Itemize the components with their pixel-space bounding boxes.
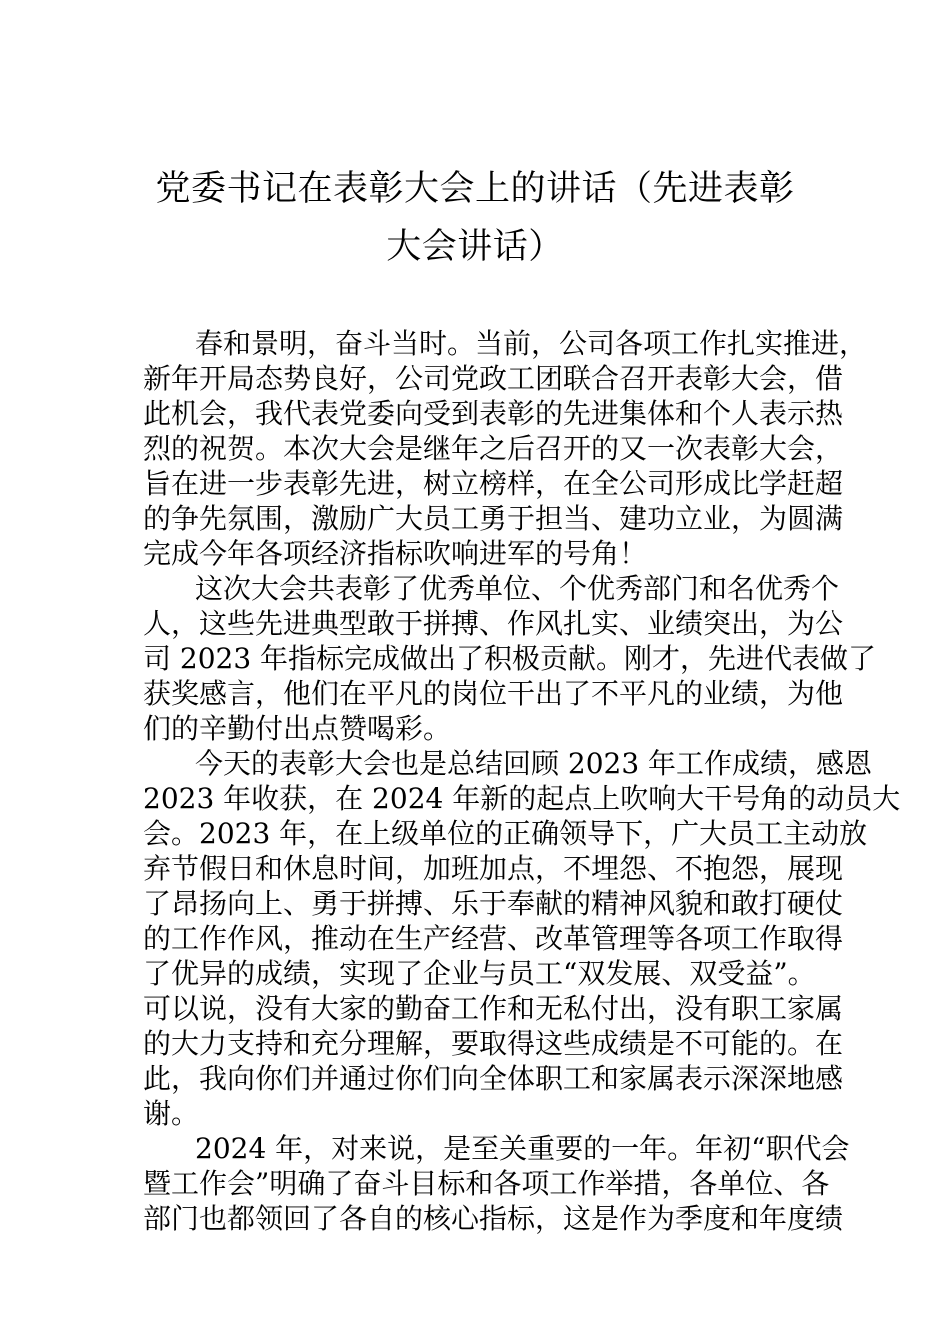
paragraph-line: 旨在进一步表彰先进，树立榜样，在全公司形成比学赶超 [143, 467, 844, 500]
paragraph-line: 谢。 [143, 1097, 200, 1130]
paragraph-line: 新年开局态势良好，公司党政工团联合召开表彰大会，借 [143, 362, 844, 395]
paragraph [143, 326, 868, 571]
paragraph-line: 弃节假日和休息时间，加班加点，不埋怨、不抱怨，展现 [143, 852, 844, 885]
paragraph-line: 的争先氛围，激励广大员工勇于担当、建功立业，为圆满 [143, 502, 844, 535]
title-line: 大会讲话） [386, 227, 564, 267]
paragraph-line: 了昂扬向上、勇于拼搏、乐于奉献的精神风貌和敢打硬仗 [143, 887, 844, 920]
paragraph-line: 此机会，我代表党委向受到表彰的先进集体和个人表示热 [143, 397, 844, 430]
paragraph-line: 春和景明，奋斗当时。当前，公司各项工作扎实推进， [195, 327, 868, 360]
paragraph-line: 了优异的成绩，实现了企业与员工“双发展、双受益”。 [143, 957, 816, 990]
paragraph-line: 2024 年，对来说，是至关重要的一年。年初“职代会 [195, 1132, 850, 1165]
paragraph-line: 此，我向你们并通过你们向全体职工和家属表示深深地感 [143, 1062, 844, 1095]
paragraph-line: 今天的表彰大会也是总结回顾 2023 年工作成绩，感恩 [195, 747, 873, 780]
paragraph-line: 司 2023 年指标完成做出了积极贡献。刚才，先进代表做了 [143, 642, 877, 675]
paragraph-line: 们的辛勤付出点赞喝彩。 [143, 712, 452, 745]
paragraph-line: 暨工作会”明确了奋斗目标和各项工作举措，各单位、各 [143, 1167, 830, 1200]
paragraph-line: 部门也都领回了各自的核心指标，这是作为季度和年度绩 [143, 1202, 844, 1235]
paragraph-line: 这次大会共表彰了优秀单位、个优秀部门和名优秀个 [195, 572, 840, 605]
paragraph-line: 的大力支持和充分理解，要取得这些成绩是不可能的。在 [143, 1027, 844, 1060]
paragraph-line: 烈的祝贺。本次大会是继年之后召开的又一次表彰大会， [143, 432, 844, 465]
paragraph [143, 1131, 850, 1236]
paragraph [143, 571, 877, 746]
paragraph-line: 人，这些先进典型敢于拼搏、作风扎实、业绩突出，为公 [143, 607, 844, 640]
paragraph-line: 获奖感言，他们在平凡的岗位干出了不平凡的业绩，为他 [143, 677, 844, 710]
paragraph-line: 完成今年各项经济指标吹响进军的号角！ [143, 537, 648, 570]
document-body [143, 326, 901, 1236]
paragraph-line: 2023 年收获，在 2024 年新的起点上吹响大干号角的动员大 [143, 782, 901, 815]
paragraph [143, 746, 901, 1131]
document-title [120, 160, 830, 276]
title-line: 党委书记在表彰大会上的讲话（先进表彰 [155, 169, 795, 209]
paragraph-line: 的工作作风，推动在生产经营、改革管理等各项工作取得 [143, 922, 844, 955]
paragraph-line: 会。2023 年，在上级单位的正确领导下，广大员工主动放 [143, 817, 868, 850]
paragraph-line: 可以说，没有大家的勤奋工作和无私付出，没有职工家属 [143, 992, 844, 1025]
